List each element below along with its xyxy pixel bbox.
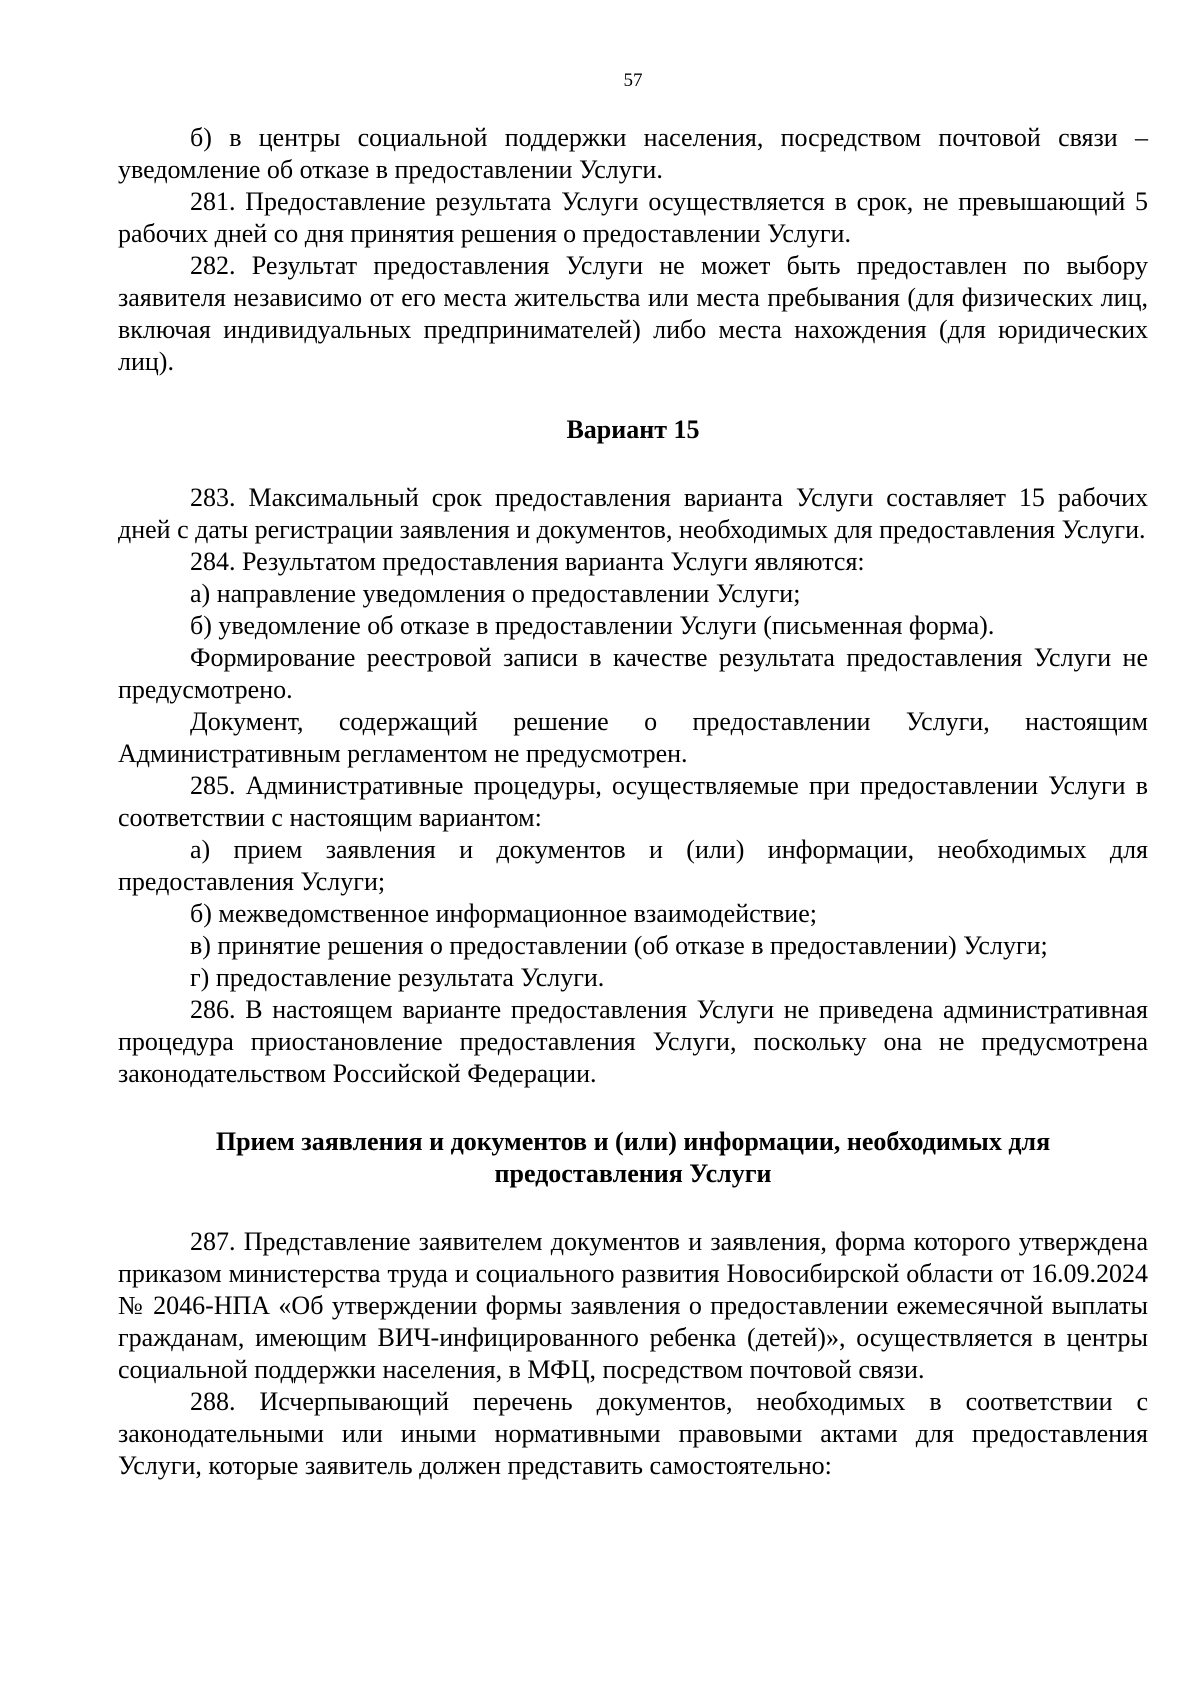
paragraph: 285. Административные процедуры, осуществляемые при предоставлении Услуги в соответствии с настоящим вариантом: — [118, 771, 1148, 832]
section-heading-line: предоставления Услуги — [494, 1159, 772, 1188]
paragraph: 288. Исчерпывающий перечень документов, необходимых в соответствии с законодательными или иными нормативными правовыми актами для предоставления Услуги, которые заявитель должен представить самостоятельно: — [118, 1387, 1148, 1480]
paragraph: 286. В настоящем варианте предоставления Услуги не приведена административная процедура приостановление предоставления Услуги, поскольку она не предусмотрена законодательством Российской Федерации. — [118, 995, 1148, 1088]
paragraph: Документ, содержащий решение о предоставлении Услуги, настоящим Административным регламентом не предусмотрен. — [118, 707, 1148, 768]
list-item: в) принятие решения о предоставлении (об отказе в предоставлении) Услуги; — [190, 931, 1048, 960]
list-item: б) уведомление об отказе в предоставлении Услуги (письменная форма). — [190, 611, 995, 640]
paragraph: б) в центры социальной поддержки населения, посредством почтовой связи – уведомление об отказе в предоставлении Услуги. — [118, 123, 1148, 184]
list-item: г) предоставление результата Услуги. — [190, 963, 605, 992]
paragraph: 281. Предоставление результата Услуги осуществляется в срок, не превышающий 5 рабочих дней со дня принятия решения о предоставлении Услуги. — [118, 187, 1148, 248]
paragraph: 282. Результат предоставления Услуги не может быть предоставлен по выбору заявителя независимо от его места жительства или места пребывания (для физических лиц, включая индивидуальных предпринимателей) либо места нахождения (для юридических лиц). — [118, 251, 1148, 376]
document-body — [118, 122, 1148, 1482]
list-item: а) прием заявления и документов и (или) информации, необходимых для предоставления Услуги; — [118, 835, 1148, 896]
paragraph: 284. Результатом предоставления варианта Услуги являются: — [190, 547, 865, 576]
page-number: 57 — [623, 70, 643, 91]
section-heading-line: Прием заявления и документов и (или) информации, необходимых для — [215, 1127, 1051, 1156]
section-heading-variant: Вариант 15 — [566, 415, 700, 444]
list-item: а) направление уведомления о предоставлении Услуги; — [190, 579, 801, 608]
paragraph: 283. Максимальный срок предоставления варианта Услуги составляет 15 рабочих дней с даты регистрации заявления и документов, необходимых для предоставления Услуги. — [118, 483, 1148, 544]
paragraph: Формирование реестровой записи в качестве результата предоставления Услуги не предусмотрено. — [118, 643, 1148, 704]
list-item: б) межведомственное информационное взаимодействие; — [190, 899, 817, 928]
paragraph: 287. Представление заявителем документов и заявления, форма которого утверждена приказом министерства труда и социального развития Новосибирской области от 16.09.2024 № 2046-НПА «Об утверждении формы заявления о предоставлении ежемесячной выплаты гражданам, имеющим ВИЧ-инфицированного ребенка (детей)», осуществляется в центры социальной поддержки населения, в МФЦ, посредством почтовой связи. — [118, 1227, 1148, 1384]
